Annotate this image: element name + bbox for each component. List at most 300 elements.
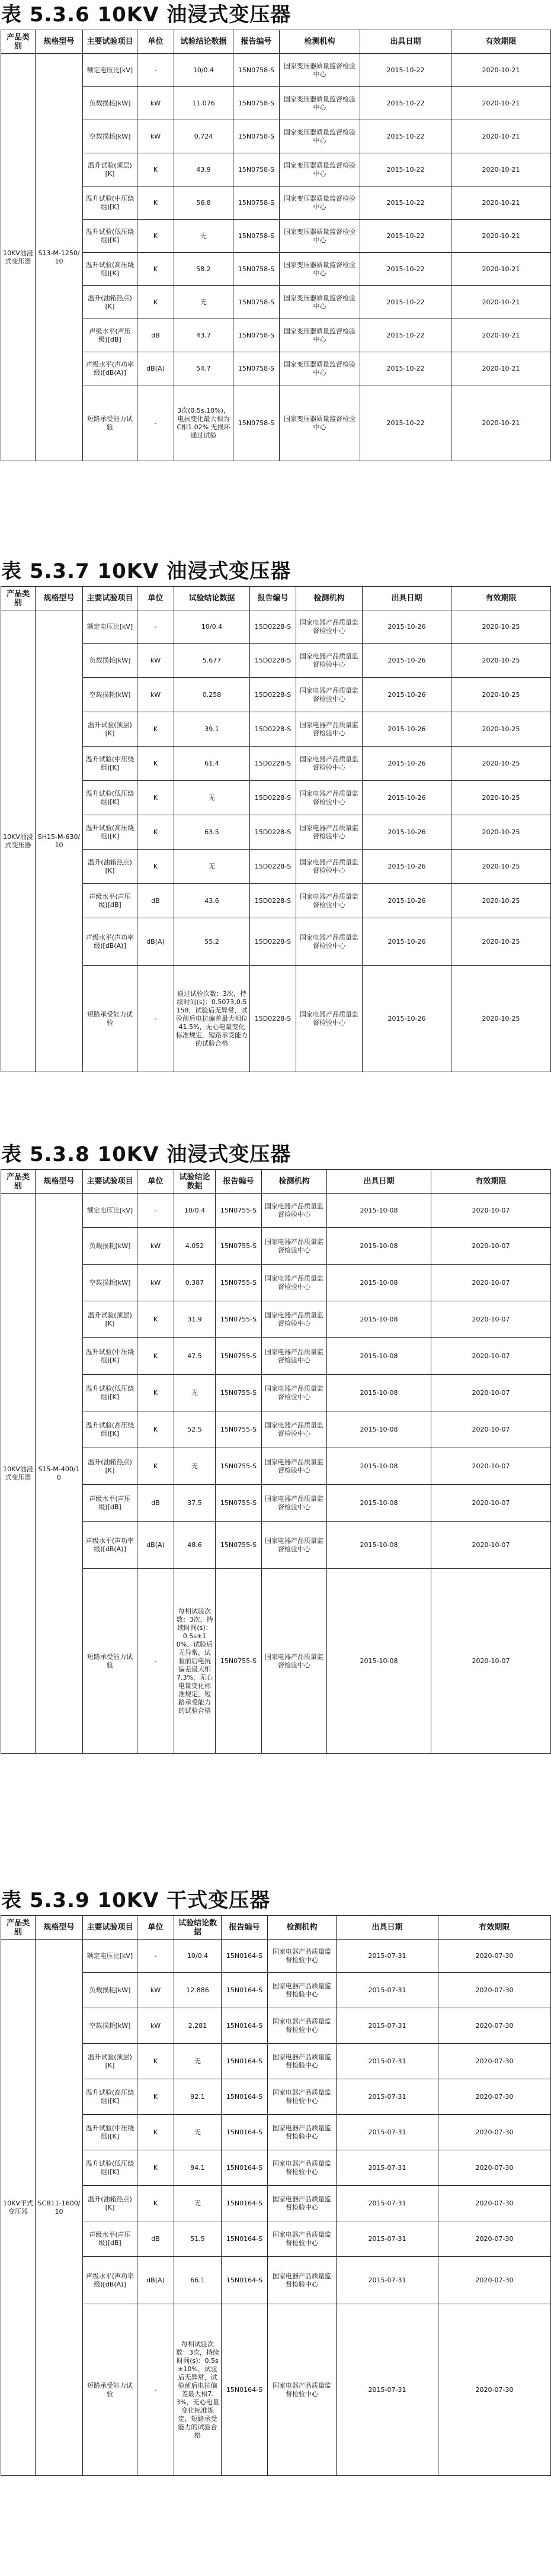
org-cell: 国家电器产品质量监督检验中心 (296, 918, 363, 966)
table-row (1, 1375, 551, 1411)
value-cell: 10/0.4 (174, 54, 233, 87)
unit-cell: - (137, 610, 174, 644)
unit-cell: dB (137, 319, 174, 352)
unit-cell: dB (137, 2221, 174, 2257)
spec-table (1, 586, 551, 1072)
value-cell: 58.2 (174, 253, 233, 286)
header-cell: 单位 (137, 587, 174, 610)
org-cell: 国家电器产品质量监督检验中心 (262, 1569, 327, 1754)
value-cell: 51.5 (174, 2221, 222, 2257)
valid-cell: 2020-07-30 (438, 2079, 551, 2115)
header-row (1, 1916, 551, 1940)
unit-cell: - (137, 2304, 174, 2476)
date-cell: 2015-10-26 (363, 815, 451, 850)
unit-cell: K (137, 1411, 174, 1448)
valid-cell: 2020-10-25 (451, 850, 551, 884)
item-cell: 空载损耗[kW] (83, 678, 137, 712)
value-cell: 10/0.4 (174, 610, 250, 644)
report-cell: 15N0758-S (233, 54, 280, 87)
spec-table (1, 1169, 551, 1754)
valid-cell: 2020-10-21 (451, 319, 551, 352)
table-row (1, 1485, 551, 1522)
date-cell: 2015-10-22 (360, 352, 451, 385)
org-cell: 国家电器产品质量监督检验中心 (296, 747, 363, 781)
unit-cell: - (137, 1194, 174, 1228)
category-cell: 10KV油浸式变压器 (1, 610, 36, 1072)
date-cell: 2015-10-26 (363, 747, 451, 781)
item-cell: 声级水平(声功率级)[dB(A)] (83, 1522, 137, 1569)
report-cell: 15D0228-S (250, 712, 296, 747)
value-cell: 92.1 (174, 2079, 222, 2115)
header-cell: 出具日期 (363, 587, 451, 610)
value-cell: 0.387 (174, 1265, 216, 1301)
valid-cell: 2020-07-30 (438, 2221, 551, 2257)
report-cell: 15N0164-S (222, 1973, 268, 2008)
table-title: 表 5.3.7 10KV 油浸式变压器 (1, 559, 291, 583)
table-row (1, 2079, 551, 2115)
valid-cell: 2020-10-25 (451, 678, 551, 712)
unit-cell: K (137, 2150, 174, 2186)
report-cell: 15N0758-S (233, 153, 280, 186)
valid-cell: 2020-10-07 (431, 1411, 551, 1448)
date-cell: 2015-10-22 (360, 153, 451, 186)
date-cell: 2015-10-22 (360, 54, 451, 87)
item-cell: 温升(油箱热点)[K] (83, 850, 137, 884)
item-cell: 温升试验(低压绕组)[K] (83, 781, 137, 815)
item-cell: 温升(油箱热点)[K] (83, 2186, 137, 2221)
report-cell: 15N0758-S (233, 120, 280, 153)
unit-cell: K (137, 781, 174, 815)
category-cell: 10KV油浸式变压器 (1, 1194, 36, 1754)
date-cell: 2015-10-26 (363, 644, 451, 678)
header-row (1, 30, 551, 54)
table-row (1, 918, 551, 966)
org-cell: 国家电器产品质量监督检验中心 (296, 610, 363, 644)
table-title: 表 5.3.8 10KV 油浸式变压器 (1, 1143, 291, 1166)
report-cell: 15N0164-S (222, 2150, 268, 2186)
date-cell: 2015-10-22 (360, 186, 451, 220)
unit-cell: dB(A) (137, 2257, 174, 2304)
org-cell: 国家电器产品质量监督检验中心 (296, 712, 363, 747)
report-cell: 15N0755-S (216, 1522, 262, 1569)
model-cell: S13-M-1250/10 (36, 54, 83, 461)
date-cell: 2015-07-31 (337, 2079, 438, 2115)
org-cell: 国家电器产品质量监督检验中心 (296, 966, 363, 1072)
date-cell: 2015-10-22 (360, 286, 451, 319)
header-cell: 产品类别 (1, 1916, 36, 1940)
item-cell: 温升试验(中压绕组)[K] (83, 1338, 137, 1375)
report-cell: 15N0164-S (222, 2221, 268, 2257)
value-cell: 无 (174, 1375, 216, 1411)
valid-cell: 2020-10-25 (451, 781, 551, 815)
table-row (1, 352, 551, 385)
valid-cell: 2020-10-21 (451, 54, 551, 87)
value-cell: 无 (174, 220, 233, 253)
org-cell: 国家电器产品质量监督检验中心 (296, 678, 363, 712)
value-cell: 52.5 (174, 1411, 216, 1448)
unit-cell: - (137, 385, 174, 461)
header-cell: 规格型号 (36, 30, 83, 54)
valid-cell: 2020-10-21 (451, 87, 551, 120)
item-cell: 声级水平(声压级)[dB] (83, 884, 137, 918)
value-cell: 2.281 (174, 2008, 222, 2044)
valid-cell: 2020-10-25 (451, 966, 551, 1072)
item-cell: 温升试验(高压绕组)[K] (83, 253, 137, 286)
org-cell: 国家电器产品质量监督检验中心 (296, 815, 363, 850)
header-cell: 有效期限 (451, 587, 551, 610)
item-cell: 声级水平(声压级)[dB] (83, 2221, 137, 2257)
item-cell: 负载损耗[kW] (83, 1228, 137, 1265)
value-cell: 61.4 (174, 747, 250, 781)
table-row (1, 1194, 551, 1228)
table-row (1, 120, 551, 153)
header-cell: 规格型号 (36, 1916, 83, 1940)
report-cell: 15N0758-S (233, 385, 280, 461)
date-cell: 2015-10-26 (363, 918, 451, 966)
header-cell: 产品类别 (1, 587, 36, 610)
unit-cell: K (137, 712, 174, 747)
table-row (1, 2257, 551, 2304)
header-cell: 主要试验项目 (83, 1916, 137, 1940)
value-cell: 0.258 (174, 678, 250, 712)
report-cell: 15D0228-S (250, 966, 296, 1072)
unit-cell: dB (137, 1485, 174, 1522)
valid-cell: 2020-07-30 (438, 1973, 551, 2008)
table-row (1, 966, 551, 1072)
value-cell: 无 (174, 1448, 216, 1485)
date-cell: 2015-10-08 (327, 1265, 431, 1301)
item-cell: 温升试验(中压绕组)[K] (83, 747, 137, 781)
valid-cell: 2020-10-07 (431, 1338, 551, 1375)
header-cell: 出具日期 (360, 30, 451, 54)
date-cell: 2015-10-08 (327, 1375, 431, 1411)
unit-cell: kW (137, 1265, 174, 1301)
org-cell: 国家变压器质量监督检验中心 (280, 385, 360, 461)
item-cell: 声级水平(声功率级)[dB(A)] (83, 918, 137, 966)
table-row (1, 2044, 551, 2079)
header-cell: 检测机构 (262, 1170, 327, 1194)
unit-cell: K (137, 850, 174, 884)
table-row (1, 2150, 551, 2186)
date-cell: 2015-10-22 (360, 319, 451, 352)
org-cell: 国家电器产品质量监督检验中心 (262, 1194, 327, 1228)
org-cell: 国家电器产品质量监督检验中心 (268, 2079, 337, 2115)
item-cell: 温升试验(高压绕组)[K] (83, 815, 137, 850)
value-cell: 94.1 (174, 2150, 222, 2186)
value-cell: 31.9 (174, 1301, 216, 1338)
org-cell: 国家变压器质量监督检验中心 (280, 352, 360, 385)
item-cell: 负载损耗[kW] (83, 87, 137, 120)
org-cell: 国家变压器质量监督检验中心 (280, 253, 360, 286)
table-row (1, 1448, 551, 1485)
table-row (1, 712, 551, 747)
org-cell: 国家电器产品质量监督检验中心 (262, 1411, 327, 1448)
table-row (1, 220, 551, 253)
item-cell: 温升试验(顶层)[K] (83, 712, 137, 747)
date-cell: 2015-10-08 (327, 1301, 431, 1338)
item-cell: 温升(油箱热点)[K] (83, 1448, 137, 1485)
org-cell: 国家电器产品质量监督检验中心 (268, 2221, 337, 2257)
item-cell: 温升试验(顶层)[K] (83, 153, 137, 186)
value-cell: 每相试验次数：3次，持续时间(s)：0.5s±10%，试验后无异常，试验前后电抗偏差最大相7.3%，无心电量变化标准规定，短路承受能力的试验合格 (174, 2304, 222, 2476)
report-cell: 15N0755-S (216, 1194, 262, 1228)
date-cell: 2015-07-31 (337, 2115, 438, 2150)
valid-cell: 2020-07-30 (438, 2186, 551, 2221)
value-cell: 0.724 (174, 120, 233, 153)
table-row (1, 781, 551, 815)
report-cell: 15N0758-S (233, 220, 280, 253)
header-cell: 单位 (137, 1170, 174, 1194)
table-row (1, 1338, 551, 1375)
header-cell: 主要试验项目 (83, 30, 137, 54)
valid-cell: 2020-10-07 (431, 1485, 551, 1522)
item-cell: 声级水平(声功率级)[dB(A)] (83, 352, 137, 385)
valid-cell: 2020-10-25 (451, 644, 551, 678)
report-cell: 15D0228-S (250, 918, 296, 966)
date-cell: 2015-10-22 (360, 87, 451, 120)
report-cell: 15D0228-S (250, 747, 296, 781)
header-cell: 产品类别 (1, 1170, 36, 1194)
unit-cell: K (137, 1338, 174, 1375)
valid-cell: 2020-10-25 (451, 918, 551, 966)
unit-cell: K (137, 253, 174, 286)
org-cell: 国家电器产品质量监督检验中心 (268, 2304, 337, 2476)
report-cell: 15N0755-S (216, 1375, 262, 1411)
valid-cell: 2020-10-25 (451, 815, 551, 850)
header-cell: 试验结论数据 (174, 30, 233, 54)
unit-cell: K (137, 220, 174, 253)
valid-cell: 2020-10-07 (431, 1569, 551, 1754)
report-cell: 15N0755-S (216, 1485, 262, 1522)
date-cell: 2015-10-26 (363, 678, 451, 712)
report-cell: 15N0755-S (216, 1301, 262, 1338)
report-cell: 15N0164-S (222, 2115, 268, 2150)
table-row (1, 2115, 551, 2150)
valid-cell: 2020-10-21 (451, 286, 551, 319)
org-cell: 国家电器产品质量监督检验中心 (268, 2008, 337, 2044)
valid-cell: 2020-07-30 (438, 2008, 551, 2044)
table-row (1, 815, 551, 850)
date-cell: 2015-10-26 (363, 781, 451, 815)
date-cell: 2015-10-08 (327, 1228, 431, 1265)
report-cell: 15D0228-S (250, 884, 296, 918)
org-cell: 国家电器产品质量监督检验中心 (268, 2186, 337, 2221)
report-cell: 15N0164-S (222, 2257, 268, 2304)
value-cell: 无 (174, 286, 233, 319)
table-row (1, 385, 551, 461)
unit-cell: K (137, 1375, 174, 1411)
item-cell: 空载损耗[kW] (83, 120, 137, 153)
report-cell: 15D0228-S (250, 781, 296, 815)
table-section (0, 557, 551, 1072)
valid-cell: 2020-10-25 (451, 747, 551, 781)
item-cell: 负载损耗[kW] (83, 1973, 137, 2008)
table-row (1, 2221, 551, 2257)
value-cell: 无 (174, 781, 250, 815)
unit-cell: kW (137, 678, 174, 712)
date-cell: 2015-10-26 (363, 850, 451, 884)
unit-cell: kW (137, 2008, 174, 2044)
date-cell: 2015-10-08 (327, 1338, 431, 1375)
report-cell: 15N0758-S (233, 186, 280, 220)
unit-cell: dB (137, 884, 174, 918)
item-cell: 温升试验(高压绕组)[K] (83, 1411, 137, 1448)
unit-cell: K (137, 2115, 174, 2150)
org-cell: 国家电器产品质量监督检验中心 (262, 1485, 327, 1522)
table-row (1, 153, 551, 186)
table-row (1, 1301, 551, 1338)
header-cell: 规格型号 (36, 1170, 83, 1194)
unit-cell: K (137, 286, 174, 319)
date-cell: 2015-07-31 (337, 2186, 438, 2221)
table-title: 表 5.3.9 10KV 干式变压器 (1, 1889, 271, 1912)
value-cell: 56.8 (174, 186, 233, 220)
header-cell: 试验结论数据 (174, 1170, 216, 1194)
item-cell: 声级水平(声功率级)[dB(A)] (83, 2257, 137, 2304)
org-cell: 国家电器产品质量监督检验中心 (268, 2115, 337, 2150)
valid-cell: 2020-10-07 (431, 1194, 551, 1228)
valid-cell: 2020-10-07 (431, 1301, 551, 1338)
header-cell: 规格型号 (36, 587, 83, 610)
value-cell: 5.677 (174, 644, 250, 678)
header-cell: 报告编号 (216, 1170, 262, 1194)
date-cell: 2015-07-31 (337, 2150, 438, 2186)
valid-cell: 2020-10-21 (451, 253, 551, 286)
table-row (1, 747, 551, 781)
table-row (1, 678, 551, 712)
table-row (1, 2304, 551, 2476)
table-row (1, 850, 551, 884)
valid-cell: 2020-10-21 (451, 120, 551, 153)
header-cell: 报告编号 (250, 587, 296, 610)
category-cell: 10KV油浸式变压器 (1, 54, 36, 461)
valid-cell: 2020-10-07 (431, 1448, 551, 1485)
header-cell: 试验结论数据 (174, 1916, 222, 1940)
date-cell: 2015-07-31 (337, 1973, 438, 2008)
value-cell: 3次(0.5s,10%)，电抗变化最大相为C相1.02% 无损坏 通过试验 (174, 385, 233, 461)
value-cell: 43.9 (174, 153, 233, 186)
report-cell: 15N0758-S (233, 286, 280, 319)
valid-cell: 2020-07-30 (438, 2150, 551, 2186)
value-cell: 47.5 (174, 1338, 216, 1375)
item-cell: 温升试验(顶层)[K] (83, 1301, 137, 1338)
unit-cell: dB(A) (137, 918, 174, 966)
unit-cell: kW (137, 120, 174, 153)
valid-cell: 2020-10-25 (451, 712, 551, 747)
valid-cell: 2020-07-30 (438, 1940, 551, 1973)
date-cell: 2015-10-26 (363, 884, 451, 918)
report-cell: 15D0228-S (250, 610, 296, 644)
table-row (1, 2186, 551, 2221)
unit-cell: dB(A) (137, 352, 174, 385)
org-cell: 国家电器产品质量监督检验中心 (268, 1940, 337, 1973)
valid-cell: 2020-10-07 (431, 1228, 551, 1265)
item-cell: 温升试验(高压绕组)[K] (83, 2079, 137, 2115)
org-cell: 国家电器产品质量监督检验中心 (262, 1448, 327, 1485)
org-cell: 国家电器产品质量监督检验中心 (262, 1522, 327, 1569)
model-cell: S15-M-400/10 (36, 1194, 83, 1754)
org-cell: 国家电器产品质量监督检验中心 (262, 1375, 327, 1411)
valid-cell: 2020-10-07 (431, 1522, 551, 1569)
date-cell: 2015-07-31 (337, 2304, 438, 2476)
header-cell: 出具日期 (337, 1916, 438, 1940)
header-cell: 检测机构 (268, 1916, 337, 1940)
table-row (1, 319, 551, 352)
item-cell: 短路承受能力试验 (83, 385, 137, 461)
org-cell: 国家电器产品质量监督检验中心 (268, 2044, 337, 2079)
report-cell: 15N0164-S (222, 2008, 268, 2044)
item-cell: 温升试验(顶层)[K] (83, 2044, 137, 2079)
unit-cell: K (137, 1448, 174, 1485)
report-cell: 15N0758-S (233, 319, 280, 352)
date-cell: 2015-10-22 (360, 253, 451, 286)
value-cell: 37.5 (174, 1485, 216, 1522)
date-cell: 2015-07-31 (337, 2221, 438, 2257)
value-cell: 每相试验次数：3次，持续时间(s)：0.5s±10%，试验后无异常，试验前后电抗偏差最大相7.3%，无心电量变化标准规定，短路承受能力的试验合格 (174, 1569, 216, 1754)
org-cell: 国家变压器质量监督检验中心 (280, 319, 360, 352)
unit-cell: kW (137, 1228, 174, 1265)
table-section (0, 0, 551, 461)
date-cell: 2015-10-26 (363, 712, 451, 747)
item-cell: 温升试验(中压绕组)[K] (83, 186, 137, 220)
unit-cell: K (137, 186, 174, 220)
unit-cell: kW (137, 1973, 174, 2008)
report-cell: 15N0758-S (233, 87, 280, 120)
org-cell: 国家变压器质量监督检验中心 (280, 87, 360, 120)
value-cell: 66.1 (174, 2257, 222, 2304)
unit-cell: K (137, 2186, 174, 2221)
report-cell: 15N0758-S (233, 352, 280, 385)
date-cell: 2015-10-08 (327, 1522, 431, 1569)
date-cell: 2015-10-26 (363, 966, 451, 1072)
item-cell: 额定电压比[kV] (83, 54, 137, 87)
org-cell: 国家电器产品质量监督检验中心 (262, 1301, 327, 1338)
value-cell: 无 (174, 2044, 222, 2079)
value-cell: 通过试验次数：3次，持续时间(s)：0.5073,0.5158，试验后无异常，试验前后电抗偏差最大相位41.5%，无心电量变化标准规定，短路承受能力的试验合格 (174, 966, 250, 1072)
report-cell: 15D0228-S (250, 815, 296, 850)
item-cell: 空载损耗[kW] (83, 2008, 137, 2044)
table-row (1, 1228, 551, 1265)
header-cell: 报告编号 (233, 30, 280, 54)
org-cell: 国家电器产品质量监督检验中心 (262, 1338, 327, 1375)
spec-table (1, 1915, 551, 2476)
valid-cell: 2020-10-07 (431, 1265, 551, 1301)
table-row (1, 1973, 551, 2008)
report-cell: 15N0755-S (216, 1448, 262, 1485)
value-cell: 无 (174, 850, 250, 884)
org-cell: 国家变压器质量监督检验中心 (280, 286, 360, 319)
date-cell: 2015-07-31 (337, 1940, 438, 1973)
header-cell: 有效期限 (438, 1916, 551, 1940)
valid-cell: 2020-07-30 (438, 2044, 551, 2079)
item-cell: 短路承受能力试验 (83, 2304, 137, 2476)
header-cell: 报告编号 (222, 1916, 268, 1940)
unit-cell: K (137, 1301, 174, 1338)
unit-cell: - (137, 1569, 174, 1754)
org-cell: 国家电器产品质量监督检验中心 (262, 1265, 327, 1301)
unit-cell: K (137, 2044, 174, 2079)
table-row (1, 286, 551, 319)
item-cell: 温升试验(低压绕组)[K] (83, 220, 137, 253)
item-cell: 声级水平(声压级)[dB] (83, 319, 137, 352)
unit-cell: dB(A) (137, 1522, 174, 1569)
value-cell: 55.2 (174, 918, 250, 966)
header-cell: 检测机构 (296, 587, 363, 610)
item-cell: 额定电压比[kV] (83, 1194, 137, 1228)
report-cell: 15N0164-S (222, 2079, 268, 2115)
valid-cell: 2020-10-25 (451, 884, 551, 918)
org-cell: 国家变压器质量监督检验中心 (280, 54, 360, 87)
